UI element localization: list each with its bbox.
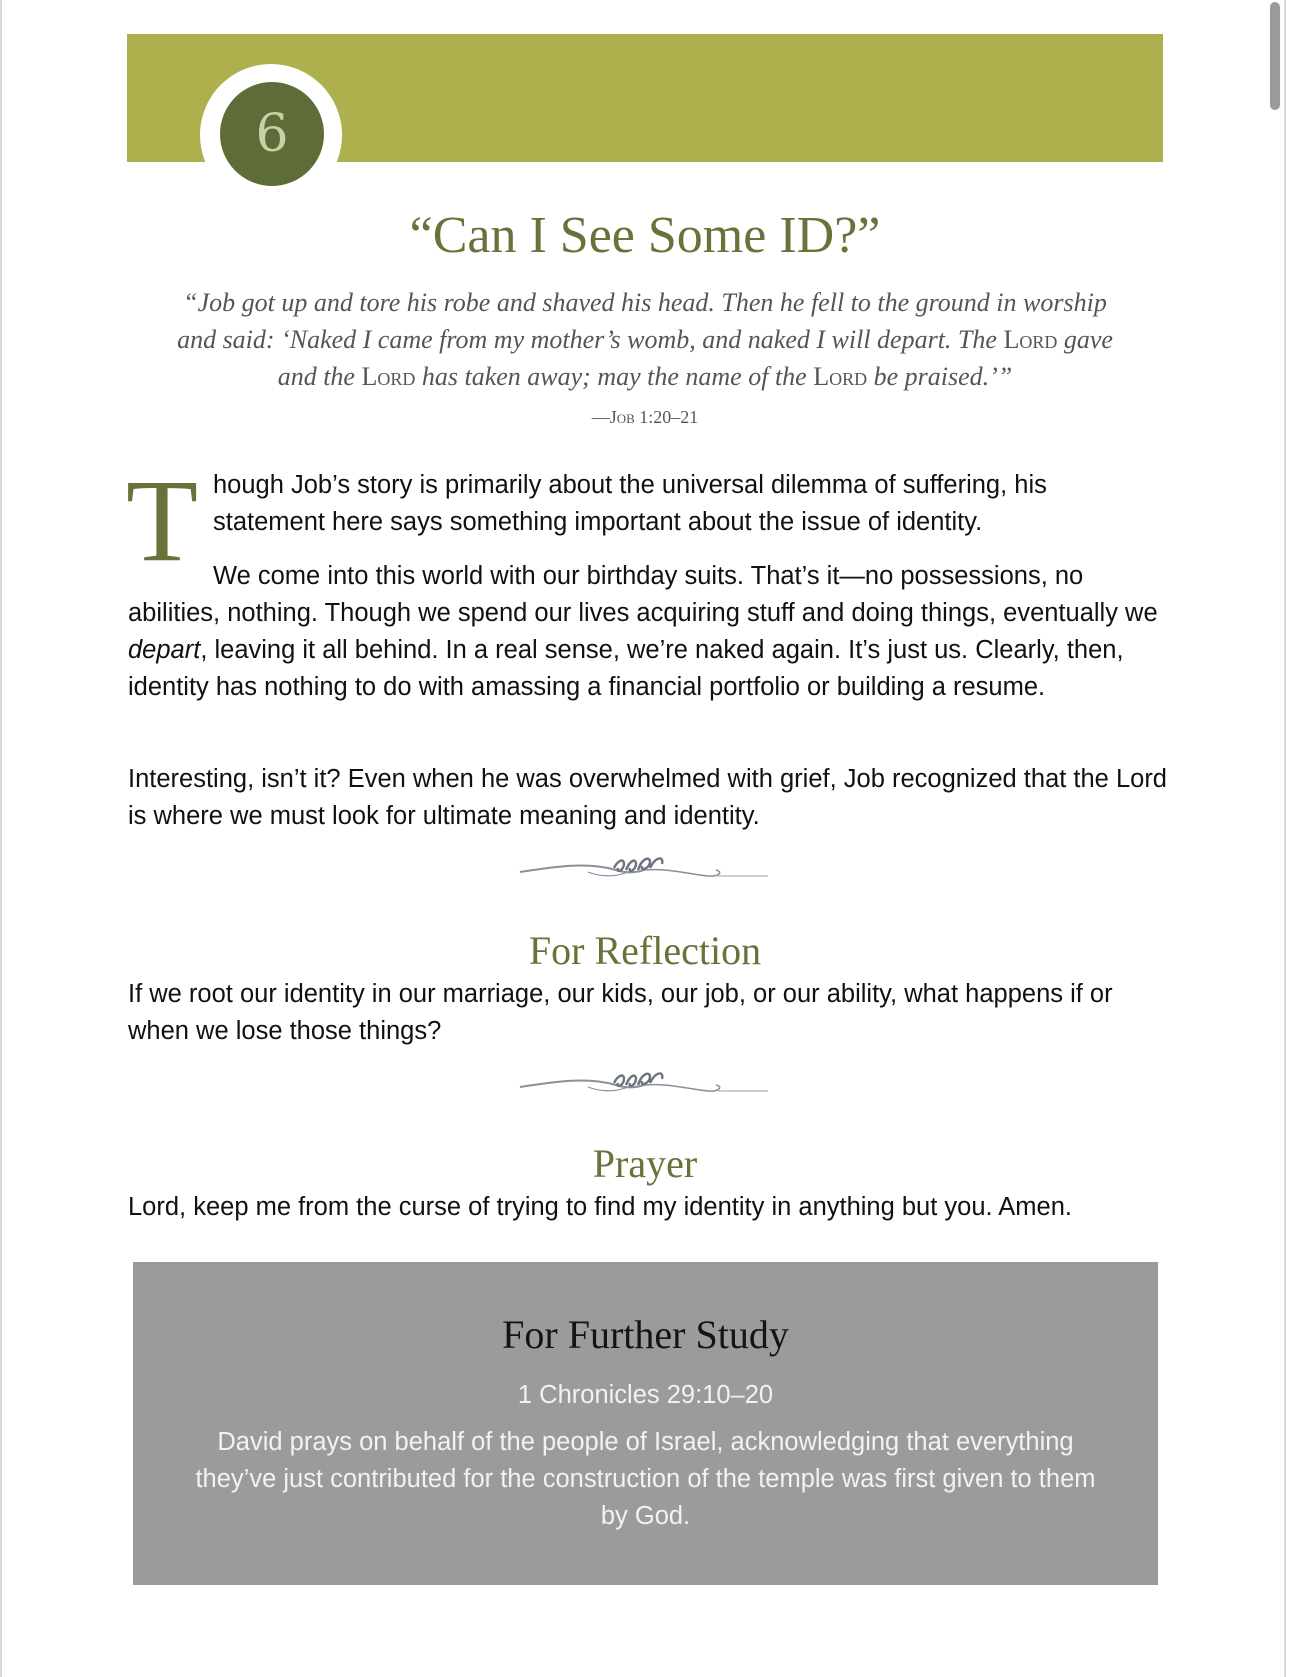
citation-book: Job: [609, 407, 635, 427]
prayer-heading: Prayer: [592, 1141, 698, 1186]
lord-smallcaps: Lord: [813, 362, 868, 391]
reflection-heading: For Reflection: [528, 928, 762, 973]
further-study-heading: For Further Study: [502, 1312, 789, 1357]
further-study-description: David prays on behalf of the people of Israel, acknowledging that everything they’ve just contributed for the construction of the temple was first given to them by God.: [195, 1428, 1096, 1530]
citation-dash: —: [591, 407, 610, 427]
further-study-reference: 1 Chronicles 29:10–20: [517, 1381, 774, 1409]
body-text: abilities, nothing. Though we spend our lives acquiring stuff and doing things, eventually we: [128, 599, 1158, 627]
epigraph-text: gave and the: [277, 325, 1113, 391]
epigraph-citation: [127, 407, 1163, 428]
epigraph-text: “Job got up and tore his robe and shaved his head. Then he fell to the ground in worship and said: ‘Naked I came from my mother’s womb, and naked I will depart. The: [177, 288, 1107, 354]
body-text: , leaving it all behind. In a real sense, we’re naked again. It’s just us. Clearly, then, identity has nothing to do with amassing a financial portfolio or building a resume.: [128, 636, 1124, 701]
body-paragraph-3: Interesting, isn’t it? Even when he was overwhelmed with grief, Job recognized that the Lord is where we must look for ultimate meaning and identity.: [128, 765, 1167, 830]
further-study-box: [133, 1262, 1158, 1585]
page-title: “Can I See Some ID?”: [409, 207, 881, 264]
page-edge-right: [1284, 0, 1286, 1677]
emphasis-text: depart: [128, 636, 201, 664]
chapter-number-badge: 6: [220, 82, 324, 186]
vertical-scrollbar[interactable]: [1270, 2, 1280, 110]
epigraph-quote: [175, 284, 1115, 395]
page-edge-left: [0, 0, 2, 1677]
epigraph-text: be praised.’”: [867, 362, 1013, 391]
body-paragraph-2: [128, 595, 1168, 706]
epigraph-text: has taken away; may the name of the: [415, 362, 814, 391]
flourish-divider-icon: [518, 848, 770, 888]
lord-smallcaps: Lord: [1003, 325, 1058, 354]
reflection-text: If we root our identity in our marriage, our kids, our job, or our ability, what happens if or when we lose those things?: [128, 980, 1113, 1045]
body-paragraph-2-first-line: We come into this world with our birthday suits. That’s it—no possessions, no: [213, 562, 1084, 590]
prayer-text: Lord, keep me from the curse of trying to find my identity in anything but you. Amen.: [128, 1193, 1072, 1221]
drop-cap: T: [126, 455, 199, 586]
flourish-divider-icon: [518, 1063, 770, 1103]
citation-reference: 1:20–21: [634, 407, 699, 427]
body-paragraph-1: hough Job’s story is primarily about the universal dilemma of suffering, his statement here says something important about the issue of identity.: [213, 471, 1047, 536]
lord-smallcaps: Lord: [361, 362, 416, 391]
